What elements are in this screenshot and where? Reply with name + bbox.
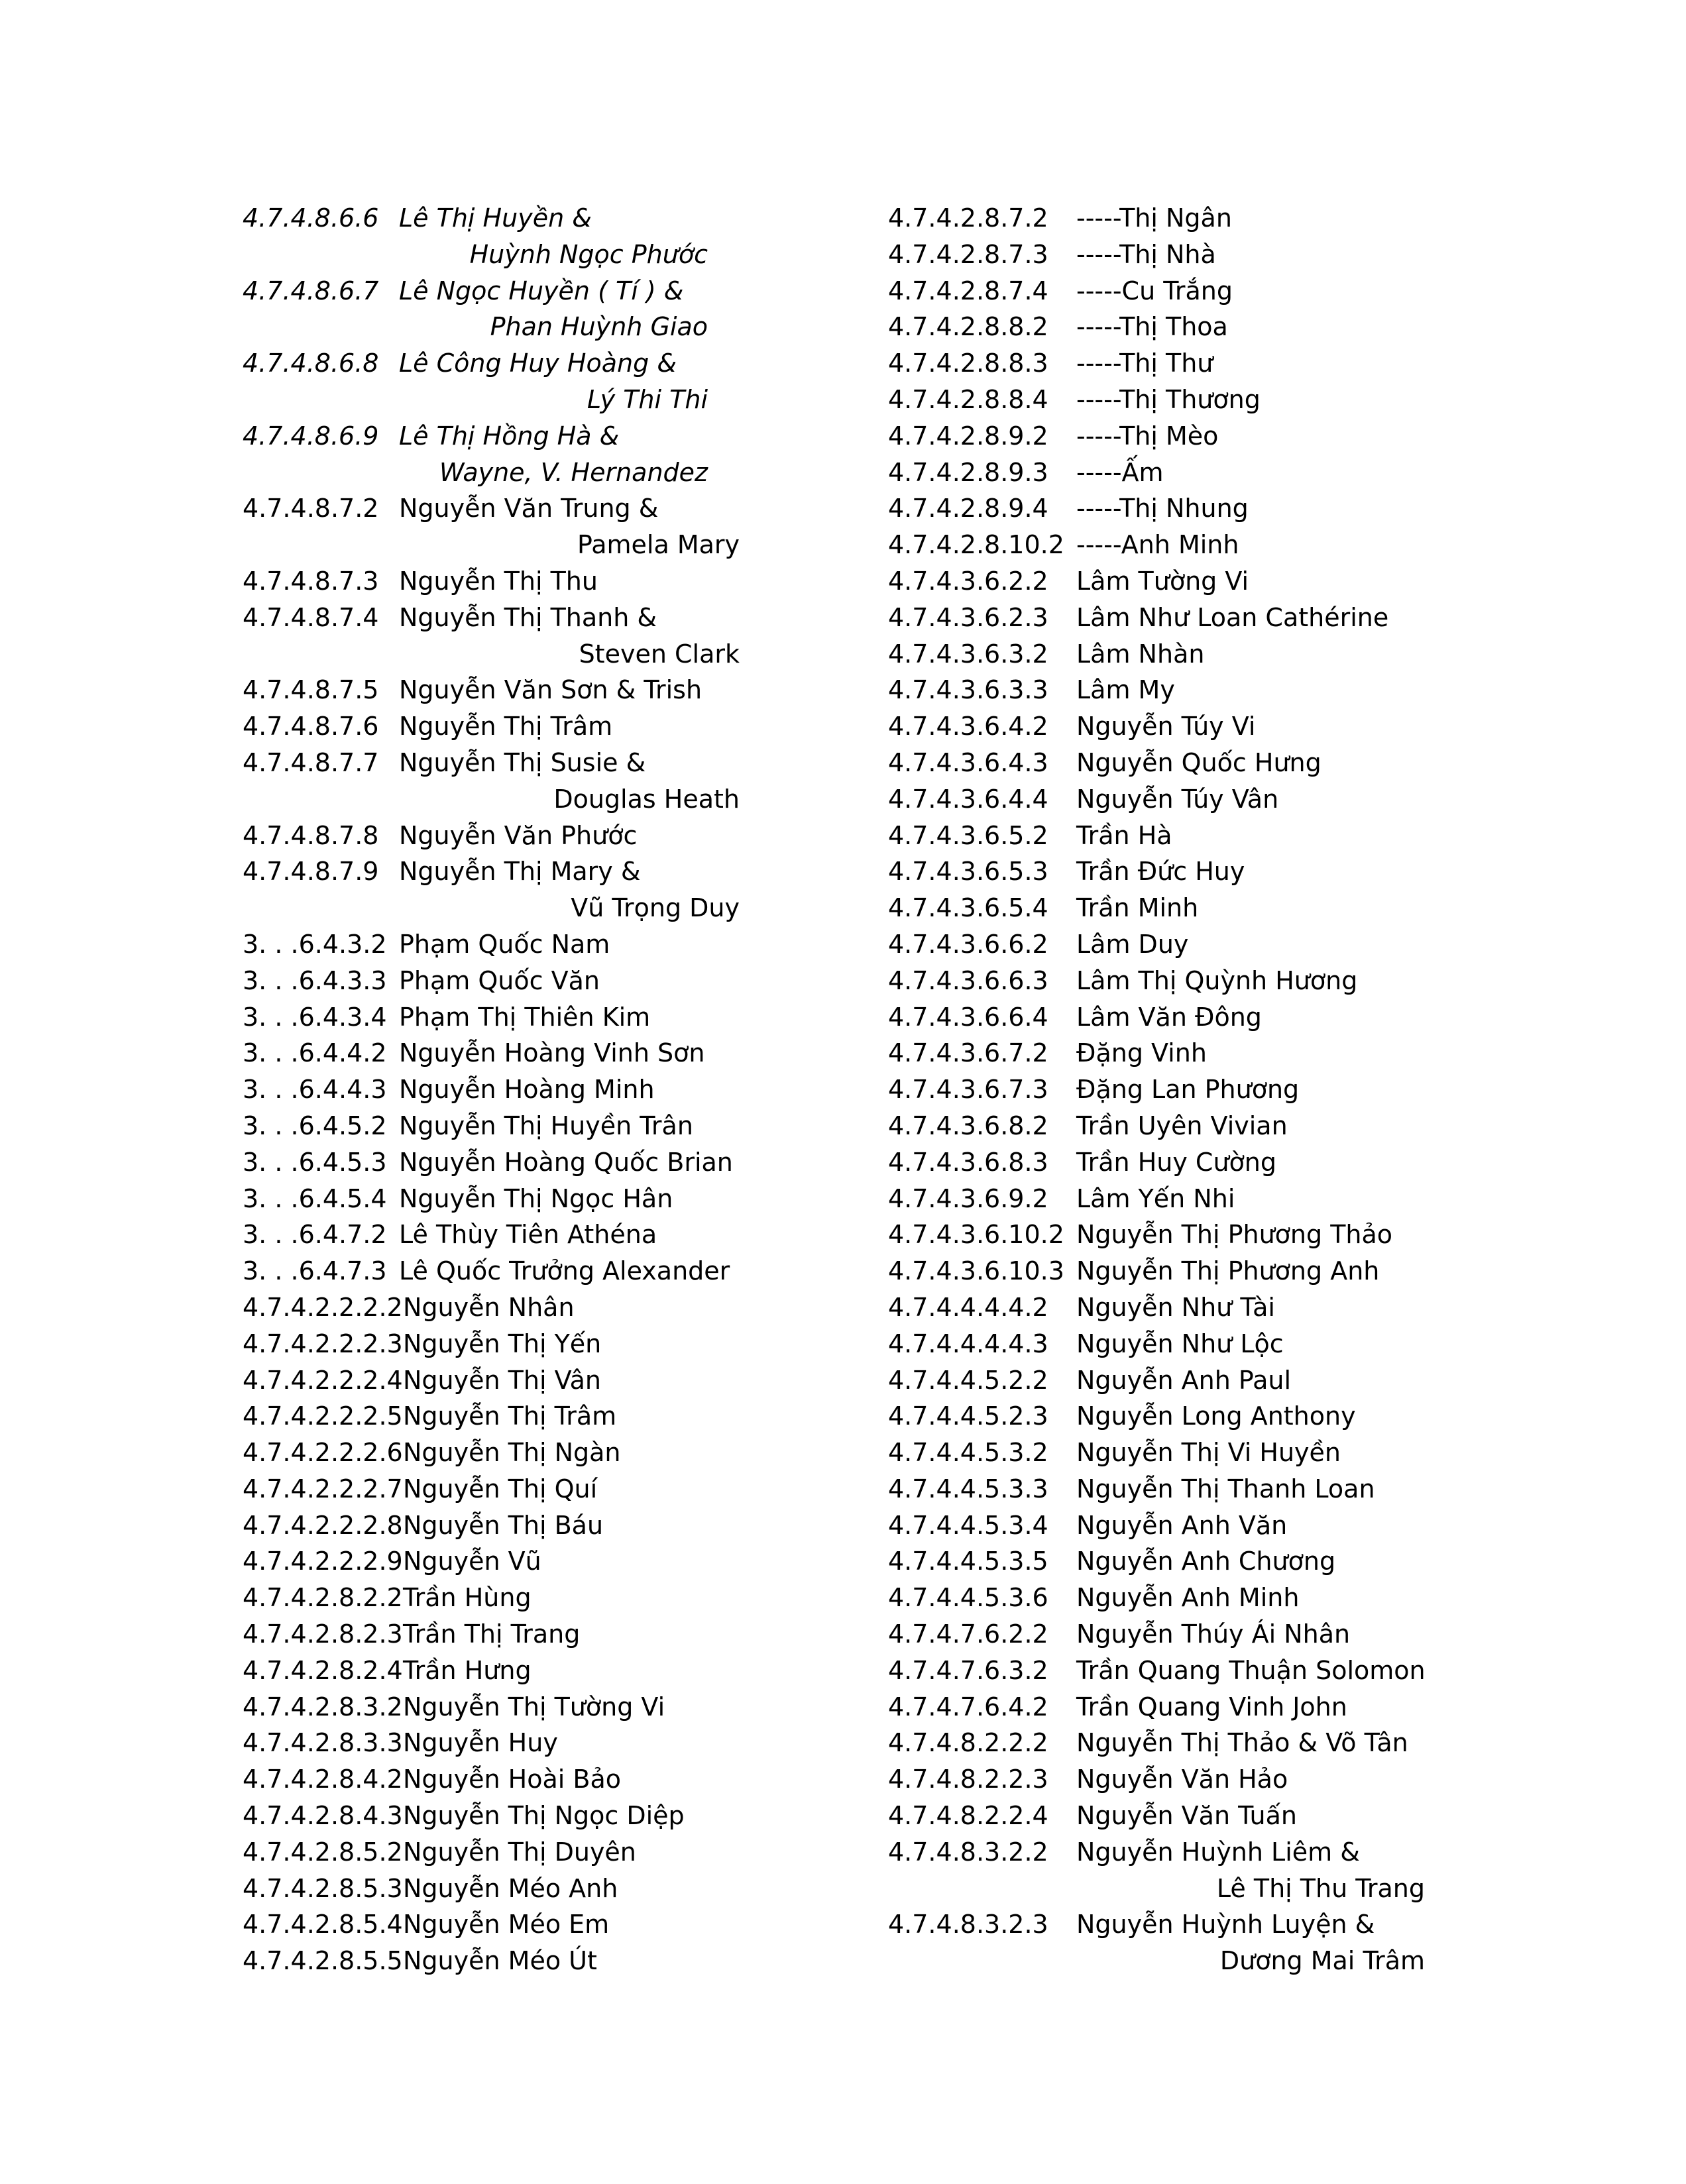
entry-code: 4.7.4.8.7.8 — [243, 820, 379, 850]
entry-name: Phạm Thị Thiên Kim — [399, 1002, 651, 1032]
entry-code: 4.7.4.3.6.3.3 — [888, 675, 1048, 705]
entry-row — [243, 200, 872, 237]
entry-name: Nguyễn Thị Ngọc Diệp — [403, 1801, 685, 1831]
entry-name: Lê Ngọc Huyền ( Tí ) & — [399, 276, 684, 305]
entry-row — [243, 999, 872, 1036]
entry-code: 4.7.4.8.2.2.2 — [888, 1728, 1048, 1758]
entry-row — [888, 963, 1498, 999]
entry-row — [888, 1616, 1498, 1653]
entry-name: Steven Clark — [579, 639, 740, 669]
entry-row — [888, 1435, 1498, 1471]
entry-code: 4.7.4.2.8.10.2 — [888, 530, 1064, 560]
entry-row — [888, 1653, 1498, 1689]
entry-row — [243, 345, 872, 382]
entry-code: 4.7.4.4.5.3.2 — [888, 1438, 1048, 1468]
entry-code: 4.7.4.8.6.9 — [243, 421, 379, 451]
entry-row — [243, 1398, 872, 1435]
entry-row — [888, 1798, 1498, 1834]
entry-row — [243, 1326, 872, 1362]
entry-name: Nguyễn Thị Susie & — [399, 747, 646, 777]
entry-name: Nguyễn Văn Trung & — [399, 494, 659, 523]
entry-code: 4.7.4.2.8.3.2 — [243, 1692, 403, 1721]
entry-row — [243, 1071, 872, 1108]
entry-name: Phạm Quốc Văn — [399, 965, 600, 995]
entry-row — [888, 999, 1498, 1036]
entry-code: 4.7.4.3.6.7.2 — [888, 1038, 1048, 1068]
entry-row — [243, 708, 872, 745]
entry-row — [243, 1871, 872, 1907]
entry-row — [243, 818, 872, 854]
entry-code: 4.7.4.4.5.3.3 — [888, 1474, 1048, 1503]
entry-name: Lâm Tường Vi — [1076, 566, 1249, 596]
entry-name: Nguyễn Anh Paul — [1076, 1365, 1292, 1395]
entry-code: 4.7.4.2.8.4.2 — [243, 1765, 403, 1794]
entry-code: 4.7.4.2.8.9.3 — [888, 457, 1048, 487]
entry-name: Nguyễn Hoàng Minh — [399, 1075, 655, 1105]
entry-row — [888, 1035, 1498, 1071]
entry-continuation-row — [243, 636, 872, 673]
entry-code: 4.7.4.8.6.8 — [243, 349, 379, 378]
entry-row — [888, 382, 1498, 418]
entry-name: Nguyễn Thị Phương Anh — [1076, 1256, 1380, 1286]
entry-name: -----Thị Mèo — [1076, 421, 1219, 451]
entry-code: 3. . .6.4.5.4 — [243, 1183, 387, 1213]
entry-row — [888, 1834, 1498, 1871]
entry-row — [888, 818, 1498, 854]
entry-name: Lâm Yến Nhi — [1076, 1183, 1235, 1213]
left-column — [243, 200, 872, 1979]
entry-name: Nguyễn Như Tài — [1076, 1292, 1275, 1322]
entry-row — [888, 309, 1498, 345]
entry-code: 4.7.4.3.6.5.4 — [888, 893, 1048, 923]
entry-row — [888, 1144, 1498, 1181]
entry-code: 3. . .6.4.3.3 — [243, 965, 387, 995]
entry-name: Douglas Heath — [553, 784, 740, 814]
entry-name: -----Cu Trắng — [1076, 276, 1233, 305]
entry-continuation-row — [243, 890, 872, 926]
entry-row — [243, 1108, 872, 1144]
entry-row — [888, 672, 1498, 708]
entry-code: 4.7.4.8.3.2.2 — [888, 1837, 1048, 1867]
entry-row — [888, 563, 1498, 600]
entry-row — [888, 490, 1498, 527]
entry-row — [888, 1362, 1498, 1399]
entry-code: 4.7.4.3.6.4.4 — [888, 784, 1048, 814]
entry-code: 4.7.4.8.7.6 — [243, 712, 379, 741]
entry-row — [888, 455, 1498, 491]
entry-code: 4.7.4.8.7.2 — [243, 494, 379, 523]
entry-name: Nguyễn Méo Út — [403, 1946, 597, 1976]
entry-name: Nguyễn Thị Trâm — [403, 1401, 617, 1431]
entry-name: Nguyễn Hoài Bảo — [403, 1765, 622, 1794]
entry-code: 4.7.4.2.8.3.3 — [243, 1728, 403, 1758]
entry-code: 4.7.4.3.6.6.4 — [888, 1002, 1048, 1032]
entry-code: 4.7.4.2.8.4.3 — [243, 1801, 403, 1831]
entry-row — [888, 418, 1498, 455]
entry-row — [243, 1435, 872, 1471]
entry-row — [243, 1834, 872, 1871]
entry-name: Lâm Văn Đông — [1076, 1002, 1262, 1032]
entry-row — [888, 853, 1498, 890]
entry-code: 4.7.4.8.7.7 — [243, 747, 379, 777]
entry-code: 4.7.4.3.6.4.3 — [888, 747, 1048, 777]
entry-row — [888, 200, 1498, 237]
entry-code: 4.7.4.3.6.3.2 — [888, 639, 1048, 669]
entry-name: Dương Mai Trâm — [1219, 1946, 1425, 1976]
entry-row — [888, 1689, 1498, 1725]
entry-row — [888, 600, 1498, 636]
entry-row — [888, 708, 1498, 745]
entry-code: 4.7.4.3.6.4.2 — [888, 712, 1048, 741]
entry-code: 4.7.4.8.6.6 — [243, 203, 379, 233]
entry-code: 4.7.4.3.6.8.3 — [888, 1147, 1048, 1177]
entry-code: 4.7.4.3.6.6.2 — [888, 929, 1048, 959]
entry-continuation-row — [243, 237, 872, 273]
entry-row — [243, 418, 872, 455]
entry-name: Trần Hùng — [403, 1583, 532, 1613]
entry-name: -----Thị Nhung — [1076, 494, 1249, 523]
entry-name: Lê Thị Huyền & — [399, 203, 592, 233]
entry-name: Trần Hưng — [403, 1655, 532, 1685]
entry-name: -----Thị Nhà — [1076, 239, 1216, 269]
entry-row — [888, 1289, 1498, 1326]
entry-row — [243, 563, 872, 600]
entry-row — [243, 926, 872, 963]
entry-code: 4.7.4.2.8.5.2 — [243, 1837, 403, 1867]
entry-name: Nguyễn Anh Văn — [1076, 1510, 1288, 1540]
entry-name: Nguyễn Thị Quí — [403, 1474, 598, 1503]
entry-row — [243, 1507, 872, 1544]
entry-name: Trần Thị Trang — [403, 1619, 581, 1649]
entry-name: Huỳnh Ngọc Phước — [469, 239, 708, 269]
entry-name: Nguyễn Thị Thu — [399, 566, 598, 596]
entry-name: Nguyễn Anh Minh — [1076, 1583, 1300, 1613]
entry-row — [888, 273, 1498, 309]
entry-row — [243, 1181, 872, 1217]
entry-name: Nguyễn Nhân — [403, 1292, 575, 1322]
entry-continuation-row — [888, 1871, 1498, 1907]
entry-code: 3. . .6.4.3.2 — [243, 929, 387, 959]
entry-row — [888, 1906, 1498, 1943]
entry-code: 4.7.4.3.6.5.2 — [888, 820, 1048, 850]
entry-continuation-row — [243, 781, 872, 818]
entry-row — [888, 1725, 1498, 1761]
entry-name: Nguyễn Văn Tuấn — [1076, 1801, 1298, 1831]
entry-name: Nguyễn Thị Ngàn — [403, 1438, 621, 1468]
entry-code: 4.7.4.2.2.2.5 — [243, 1401, 403, 1431]
entry-name: Nguyễn Thị Vân — [403, 1365, 602, 1395]
entry-code: 4.7.4.8.6.7 — [243, 276, 379, 305]
entry-row — [888, 890, 1498, 926]
entry-name: Nguyễn Thị Thảo & Võ Tân — [1076, 1728, 1408, 1758]
entry-row — [888, 1108, 1498, 1144]
entry-name: Nguyễn Quốc Hưng — [1076, 747, 1321, 777]
entry-name: Nguyễn Méo Anh — [403, 1873, 618, 1903]
entry-name: Lâm Thị Quỳnh Hương — [1076, 965, 1358, 995]
entry-code: 4.7.4.7.6.4.2 — [888, 1692, 1048, 1721]
entry-row — [243, 963, 872, 999]
entry-code: 4.7.4.4.5.3.4 — [888, 1510, 1048, 1540]
entry-row — [888, 745, 1498, 781]
entry-row — [888, 1071, 1498, 1108]
entry-row — [243, 1761, 872, 1798]
entry-name: Lâm Như Loan Cathérine — [1076, 602, 1389, 632]
entry-row — [243, 1653, 872, 1689]
entry-name: Trần Minh — [1076, 893, 1199, 923]
entry-code: 4.7.4.8.7.4 — [243, 602, 379, 632]
entry-code: 4.7.4.4.5.2.2 — [888, 1365, 1048, 1395]
entry-name: Nguyễn Huỳnh Liêm & — [1076, 1837, 1360, 1867]
entry-name: Lâm Duy — [1076, 929, 1189, 959]
entry-code: 3. . .6.4.3.4 — [243, 1002, 387, 1032]
entry-name: Nguyễn Thị Trâm — [399, 712, 613, 741]
entry-name: Đặng Vinh — [1076, 1038, 1207, 1068]
entry-code: 4.7.4.2.8.8.3 — [888, 349, 1048, 378]
entry-name: Nguyễn Thị Duyên — [403, 1837, 636, 1867]
entry-row — [888, 926, 1498, 963]
entry-name: Phạm Quốc Nam — [399, 929, 610, 959]
entry-code: 3. . .6.4.7.2 — [243, 1220, 387, 1250]
entry-row — [243, 1906, 872, 1943]
entry-row — [888, 1761, 1498, 1798]
entry-name: Nguyễn Anh Chương — [1076, 1547, 1336, 1576]
entry-row — [243, 1035, 872, 1071]
entry-code: 4.7.4.8.2.2.4 — [888, 1801, 1048, 1831]
entry-continuation-row — [888, 1943, 1498, 1979]
entry-code: 3. . .6.4.4.3 — [243, 1075, 387, 1105]
entry-code: 4.7.4.4.5.3.5 — [888, 1547, 1048, 1576]
entry-code: 4.7.4.2.2.2.3 — [243, 1329, 403, 1358]
entry-row — [243, 1253, 872, 1289]
entry-name: Nguyễn Vũ — [403, 1547, 541, 1576]
entry-name: Trần Quang Vinh John — [1076, 1692, 1347, 1721]
entry-code: 4.7.4.3.6.2.2 — [888, 566, 1048, 596]
entry-row — [243, 1689, 872, 1725]
entry-name: Wayne, V. Hernandez — [439, 457, 708, 487]
entry-row — [888, 237, 1498, 273]
entry-name: Nguyễn Thị Tường Vi — [403, 1692, 665, 1721]
entry-code: 4.7.4.8.2.2.3 — [888, 1765, 1048, 1794]
entry-row — [888, 1507, 1498, 1544]
entry-code: 4.7.4.7.6.3.2 — [888, 1655, 1048, 1685]
entry-code: 3. . .6.4.5.2 — [243, 1111, 387, 1140]
entry-name: Nguyễn Hoàng Vinh Sơn — [399, 1038, 705, 1068]
entry-name: Nguyễn Thị Báu — [403, 1510, 604, 1540]
entry-code: 4.7.4.4.5.3.6 — [888, 1583, 1048, 1613]
entry-code: 4.7.4.3.6.10.3 — [888, 1256, 1064, 1286]
entry-continuation-row — [243, 382, 872, 418]
entry-row — [888, 636, 1498, 673]
entry-code: 3. . .6.4.5.3 — [243, 1147, 387, 1177]
entry-name: Lê Quốc Trưởng Alexander — [399, 1256, 730, 1286]
entry-name: -----Thị Ngân — [1076, 203, 1232, 233]
entry-name: Nguyễn Như Lộc — [1076, 1329, 1284, 1358]
entry-row — [243, 600, 872, 636]
entry-row — [243, 1362, 872, 1399]
entry-code: 4.7.4.2.8.8.2 — [888, 312, 1048, 342]
entry-name: Nguyễn Thị Thanh Loan — [1076, 1474, 1375, 1503]
entry-row — [243, 1725, 872, 1761]
entry-name: Lâm My — [1076, 675, 1175, 705]
entry-code: 4.7.4.4.5.2.3 — [888, 1401, 1048, 1431]
entry-row — [888, 1471, 1498, 1507]
entry-name: Nguyễn Méo Em — [403, 1910, 610, 1939]
entry-name: Trần Quang Thuận Solomon — [1076, 1655, 1426, 1685]
entry-row — [888, 1398, 1498, 1435]
entry-row — [888, 781, 1498, 818]
entry-row — [243, 1943, 872, 1979]
entry-code: 4.7.4.3.6.2.3 — [888, 602, 1048, 632]
entry-code: 4.7.4.2.8.8.4 — [888, 384, 1048, 414]
entry-code: 4.7.4.2.2.2.8 — [243, 1510, 403, 1540]
entry-name: Vũ Trọng Duy — [571, 893, 740, 923]
entry-continuation-row — [243, 455, 872, 491]
entry-name: Nguyễn Thị Yến — [403, 1329, 602, 1358]
entry-code: 4.7.4.2.2.2.7 — [243, 1474, 403, 1503]
entry-code: 4.7.4.2.2.2.6 — [243, 1438, 403, 1468]
entry-name: Nguyễn Văn Hảo — [1076, 1765, 1288, 1794]
entry-name: Phan Huỳnh Giao — [490, 312, 708, 342]
entry-name: Lý Thi Thi — [587, 384, 708, 414]
entry-code: 4.7.4.2.2.2.9 — [243, 1547, 403, 1576]
entry-code: 4.7.4.2.8.7.4 — [888, 276, 1048, 305]
entry-code: 4.7.4.3.6.10.2 — [888, 1220, 1064, 1250]
entry-code: 4.7.4.2.2.2.4 — [243, 1365, 403, 1395]
entry-row — [888, 1181, 1498, 1217]
entry-code: 4.7.4.2.8.7.3 — [888, 239, 1048, 269]
entry-name: Nguyễn Long Anthony — [1076, 1401, 1356, 1431]
entry-code: 4.7.4.2.8.9.4 — [888, 494, 1048, 523]
entry-row — [243, 745, 872, 781]
entry-name: Lê Công Huy Hoàng & — [399, 349, 677, 378]
entry-code: 3. . .6.4.7.3 — [243, 1256, 387, 1286]
entry-row — [243, 1616, 872, 1653]
entry-name: Trần Huy Cường — [1076, 1147, 1276, 1177]
entry-continuation-row — [243, 527, 872, 563]
entry-row — [243, 1217, 872, 1253]
entry-row — [243, 1144, 872, 1181]
entry-code: 4.7.4.3.6.7.3 — [888, 1075, 1048, 1105]
entry-row — [888, 345, 1498, 382]
entry-name: Trần Đức Huy — [1076, 857, 1245, 887]
entry-name: Pamela Mary — [577, 530, 740, 560]
entry-row — [888, 527, 1498, 563]
entry-row — [888, 1580, 1498, 1616]
entry-row — [243, 672, 872, 708]
entry-name: Nguyễn Túy Vi — [1076, 712, 1256, 741]
entry-name: Lê Thị Hồng Hà & — [399, 421, 620, 451]
entry-name: Nguyễn Văn Sơn & Trish — [399, 675, 702, 705]
entry-row — [888, 1217, 1498, 1253]
entry-name: Nguyễn Thị Thanh & — [399, 602, 657, 632]
entry-code: 4.7.4.2.8.5.5 — [243, 1946, 403, 1976]
entry-code: 4.7.4.3.6.5.3 — [888, 857, 1048, 887]
entry-code: 4.7.4.8.7.5 — [243, 675, 379, 705]
entry-code: 4.7.4.4.4.4.2 — [888, 1292, 1048, 1322]
entry-name: Nguyễn Thị Mary & — [399, 857, 641, 887]
entry-row — [243, 1543, 872, 1580]
entry-name: Lê Thị Thu Trang — [1216, 1873, 1425, 1903]
entry-row — [243, 1289, 872, 1326]
entry-code: 4.7.4.3.6.8.2 — [888, 1111, 1048, 1140]
entry-code: 4.7.4.2.2.2.2 — [243, 1292, 403, 1322]
entry-row — [243, 853, 872, 890]
entry-code: 4.7.4.2.8.2.3 — [243, 1619, 403, 1649]
right-column — [888, 200, 1498, 1979]
entry-row — [243, 1798, 872, 1834]
entry-code: 3. . .6.4.4.2 — [243, 1038, 387, 1068]
entry-code: 4.7.4.3.6.6.3 — [888, 965, 1048, 995]
entry-name: Nguyễn Túy Vân — [1076, 784, 1279, 814]
entry-code: 4.7.4.7.6.2.2 — [888, 1619, 1048, 1649]
entry-name: Nguyễn Thị Huyền Trân — [399, 1111, 693, 1140]
entry-code: 4.7.4.8.7.3 — [243, 566, 379, 596]
entry-name: Lê Thùy Tiên Athéna — [399, 1220, 657, 1250]
entry-name: Nguyễn Hoàng Quốc Brian — [399, 1147, 733, 1177]
entry-row — [243, 1580, 872, 1616]
entry-name: -----Thị Thương — [1076, 384, 1261, 414]
entry-row — [888, 1326, 1498, 1362]
entry-name: Nguyễn Thị Ngọc Hân — [399, 1183, 673, 1213]
entry-code: 4.7.4.2.8.5.4 — [243, 1910, 403, 1939]
entry-name: Nguyễn Huy — [403, 1728, 558, 1758]
entry-name: Trần Uyên Vivian — [1076, 1111, 1288, 1140]
entry-continuation-row — [243, 309, 872, 345]
entry-row — [243, 490, 872, 527]
entry-name: Lâm Nhàn — [1076, 639, 1205, 669]
entry-code: 4.7.4.2.8.9.2 — [888, 421, 1048, 451]
entry-code: 4.7.4.4.4.4.3 — [888, 1329, 1048, 1358]
entry-name: -----Thị Thoa — [1076, 312, 1228, 342]
entry-row — [888, 1253, 1498, 1289]
entry-code: 4.7.4.2.8.2.4 — [243, 1655, 403, 1685]
entry-name: -----Ấm — [1076, 457, 1164, 487]
entry-name: Nguyễn Thúy Ái Nhân — [1076, 1619, 1351, 1649]
entry-name: -----Anh Minh — [1076, 530, 1239, 560]
entry-code: 4.7.4.3.6.9.2 — [888, 1183, 1048, 1213]
entry-code: 4.7.4.2.8.2.2 — [243, 1583, 403, 1613]
entry-name: Nguyễn Văn Phước — [399, 820, 638, 850]
entry-name: Nguyễn Huỳnh Luyện & — [1076, 1910, 1375, 1939]
entry-name: Đặng Lan Phương — [1076, 1075, 1300, 1105]
entry-name: Trần Hà — [1076, 820, 1172, 850]
entry-row — [243, 1471, 872, 1507]
entry-name: Nguyễn Thị Vi Huyền — [1076, 1438, 1341, 1468]
entry-code: 4.7.4.2.8.5.3 — [243, 1873, 403, 1903]
entry-name: -----Thị Thư — [1076, 349, 1213, 378]
entry-code: 4.7.4.8.7.9 — [243, 857, 379, 887]
entry-code: 4.7.4.2.8.7.2 — [888, 203, 1048, 233]
entry-row — [888, 1543, 1498, 1580]
entry-name: Nguyễn Thị Phương Thảo — [1076, 1220, 1393, 1250]
entry-code: 4.7.4.8.3.2.3 — [888, 1910, 1048, 1939]
entry-row — [243, 273, 872, 309]
